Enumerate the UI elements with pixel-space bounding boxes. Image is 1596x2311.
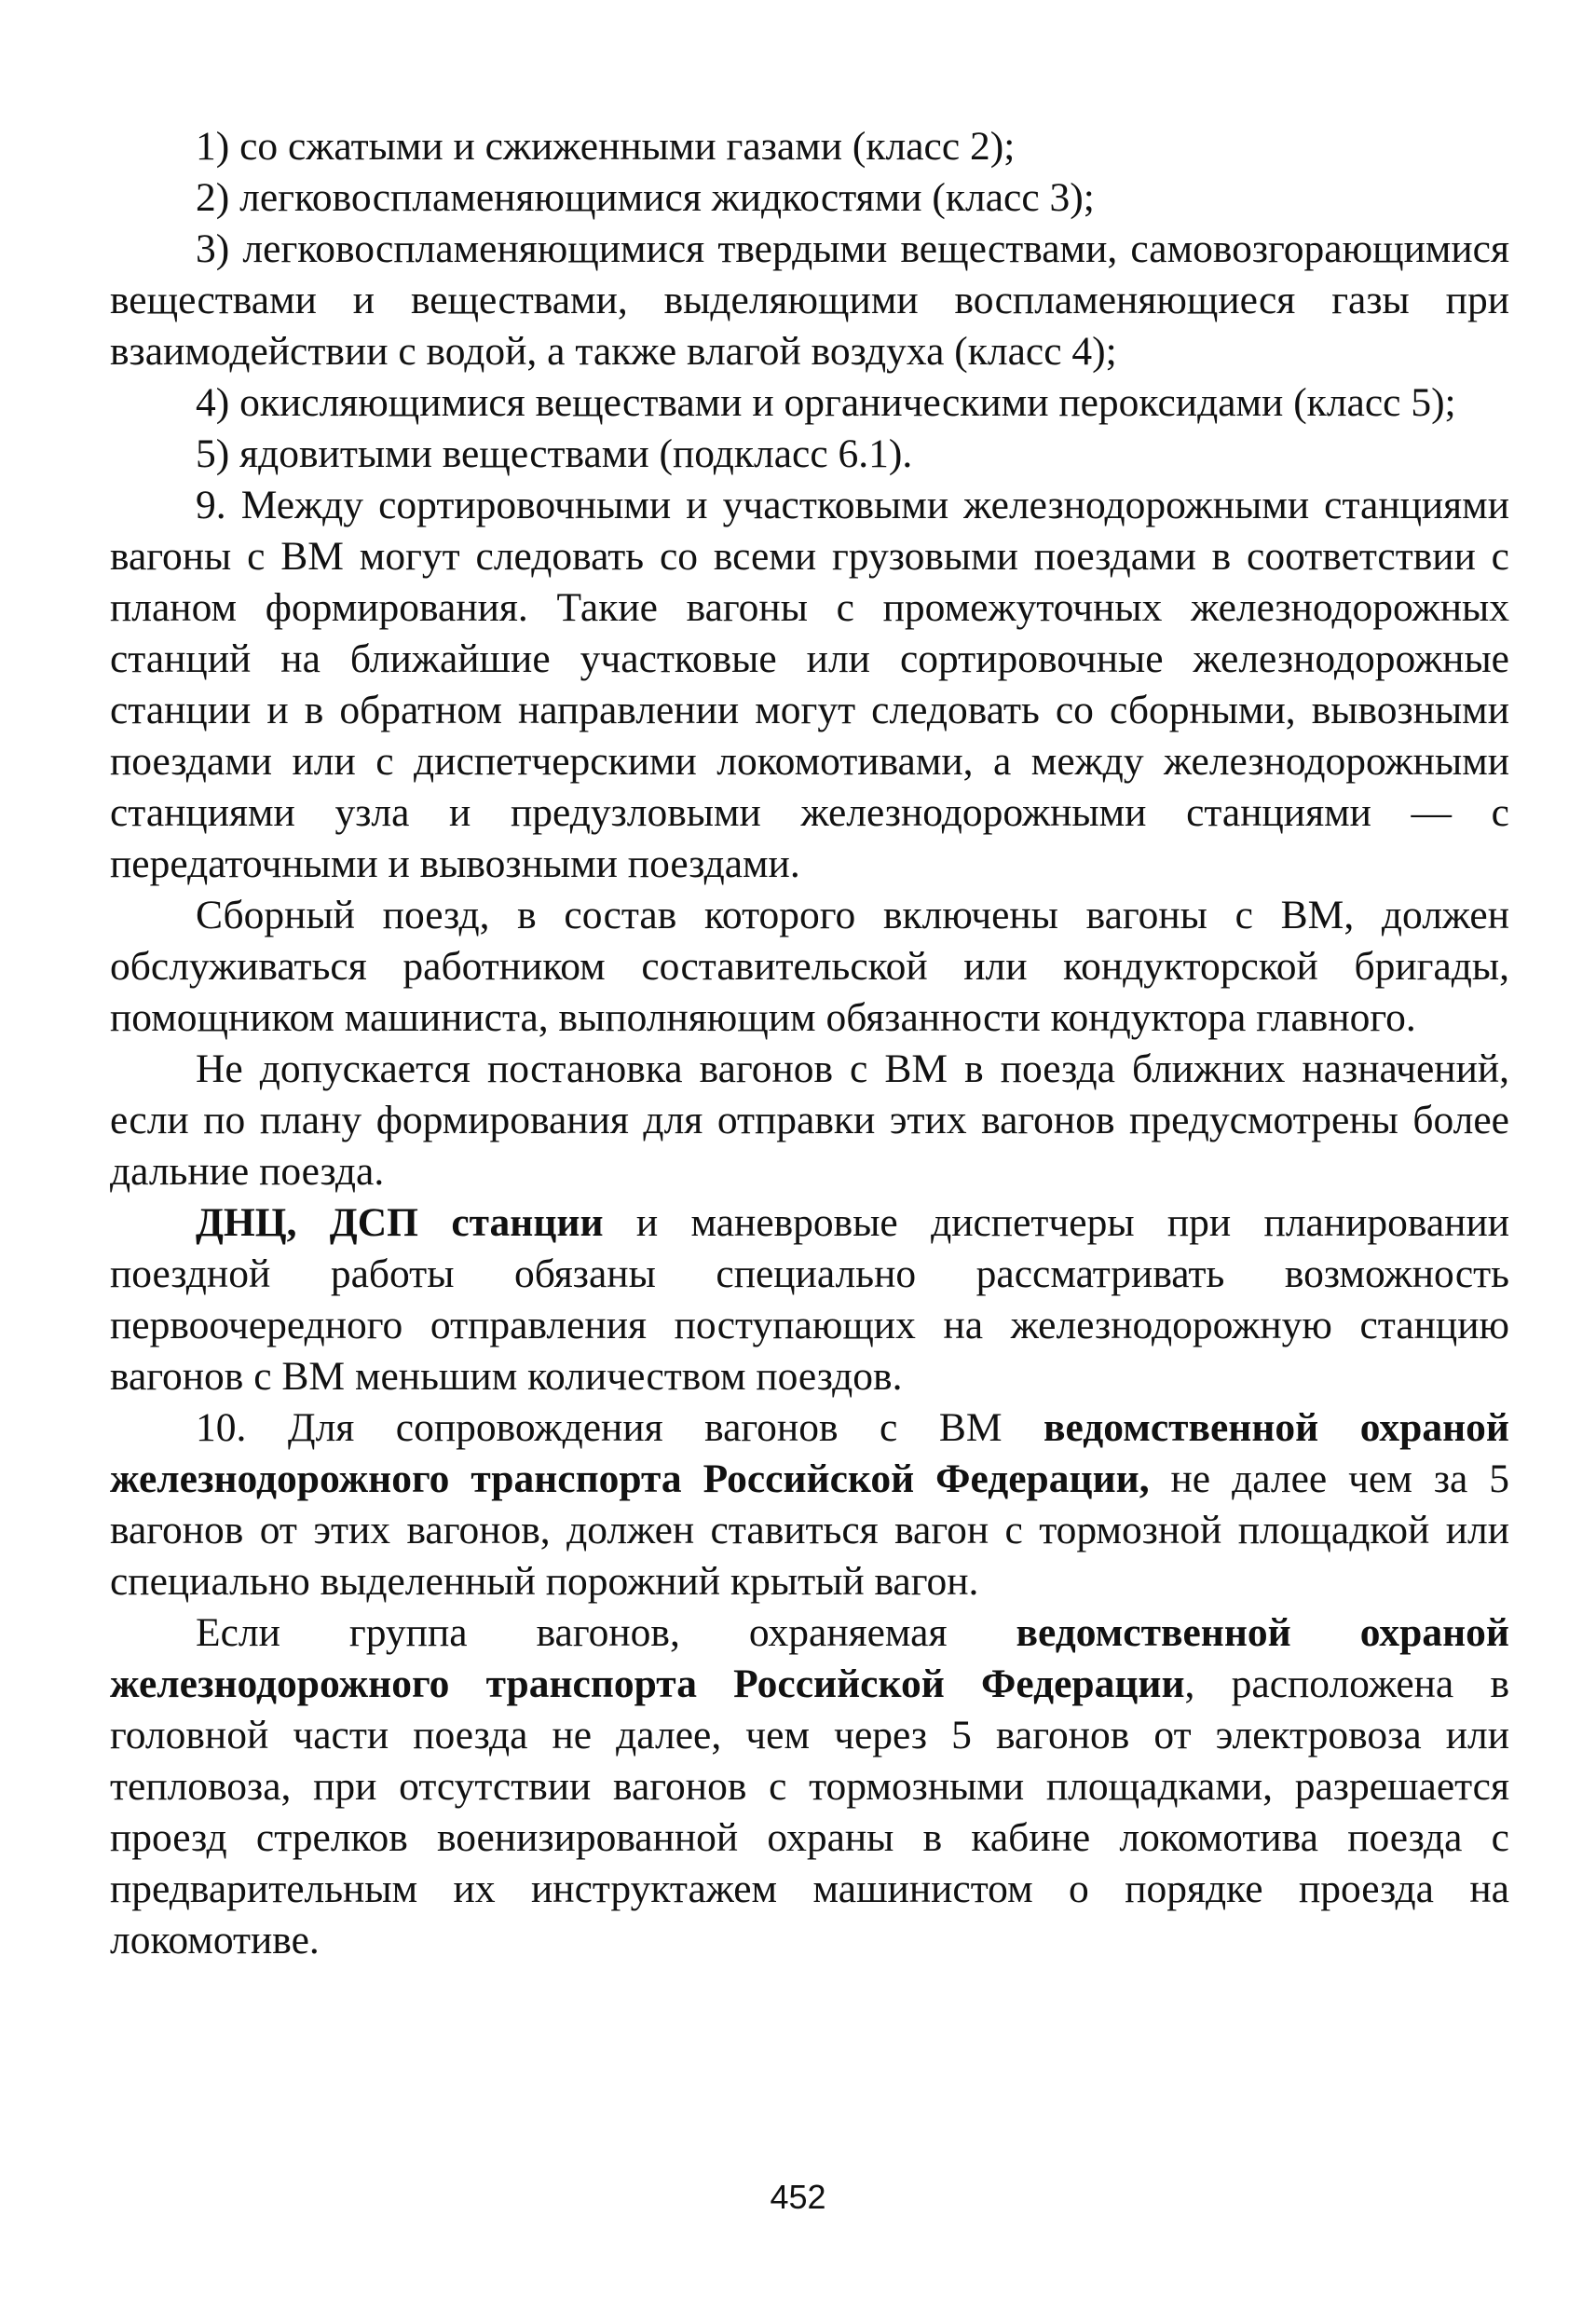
- text-esli-rest: , расположена в головной части поезда не далее, чем через 5 вагонов от электровоза или тепловоза, при отсутствии вагонов с тормозными площадками, разрешается проезд стрелков военизированной охраны в кабине локомотива поезда с предварительным их инструктажем машинистом о порядке проезда на локомотиве.: [110, 1661, 1509, 1962]
- paragraph-9: 9. Между сортировочными и участковыми железнодорожными станциями вагоны с ВМ могут следовать со всеми грузовыми поездами в соответствии с планом формирования. Такие вагоны с промежуточных железнодорожных станций на ближайшие участковые или сортировочные железнодорожные станции и в обратном направлении могут следовать со сборными, вывозными поездами или с диспетчерскими локомотивами, а между железнодорожными станциями узла и предузловыми железнодорожными станциями — с передаточными и вывозными поездами.: [110, 483, 1509, 886]
- page-number: 452: [770, 2178, 826, 2216]
- list-item-class-2: 1) со сжатыми и сжиженными газами (класс 2);: [196, 124, 1016, 169]
- bold-dnc-dsp: ДНЦ, ДСП станции: [196, 1200, 604, 1245]
- page-body: [110, 121, 1509, 1966]
- text-p10-start: 10. Для сопровождения вагонов с ВМ: [196, 1405, 1044, 1450]
- bold-p10-okhrana: ведомственной охраной железнодорожного транспорта Российской Федерации,: [110, 1405, 1510, 1501]
- list-item-class-5: 4) окисляющимися веществами и органическими пероксидами (класс 5);: [196, 380, 1456, 425]
- text-p10-rest: не далее чем за 5 вагонов от этих вагонов, должен ставиться вагон с тормозной площадкой или специально выделенный порожний крытый вагон.: [110, 1456, 1510, 1604]
- text-esli-start: Если группа вагонов, охраняемая: [196, 1610, 1016, 1655]
- bold-esli-okhrana: ведомственной охраной железнодорожного транспорта Российской Федерации: [110, 1610, 1509, 1706]
- list-item-class-3: 2) легковоспламеняющимися жидкостями (класс 3);: [196, 175, 1095, 220]
- list-item-class-6-1: 5) ядовитыми веществами (подкласс 6.1).: [196, 431, 913, 476]
- list-item-class-4: 3) легковоспламеняющимися твердыми веществами, самовозгорающимися веществами и веществами, выделяющими воспламеняющиеся газы при взаимодействии с водой, а также влагой воздуха (класс 4);: [110, 226, 1509, 374]
- paragraph-dnc-dsp: [110, 1197, 1509, 1402]
- paragraph-ne-dopuskaetsya: Не допускается постановка вагонов с ВМ в поезда ближних назначений, если по плану формирования для отправки этих вагонов предусмотрены более дальние поезда.: [110, 1046, 1509, 1194]
- text-dnc-rest: и маневровые диспетчеры при планировании поездной работы обязаны специально рассматривать возможность первоочередного отправления поступающих на железнодорожную станцию вагонов с ВМ меньшим количеством поездов.: [110, 1200, 1509, 1399]
- paragraph-esli-gruppa: [110, 1607, 1509, 1966]
- paragraph-sborny-poezd: Сборный поезд, в состав которого включены вагоны с ВМ, должен обслуживаться работником составительской или кондукторской бригады, помощником машиниста, выполняющим обязанности кондуктора главного.: [110, 893, 1509, 1040]
- paragraph-10: [110, 1402, 1509, 1607]
